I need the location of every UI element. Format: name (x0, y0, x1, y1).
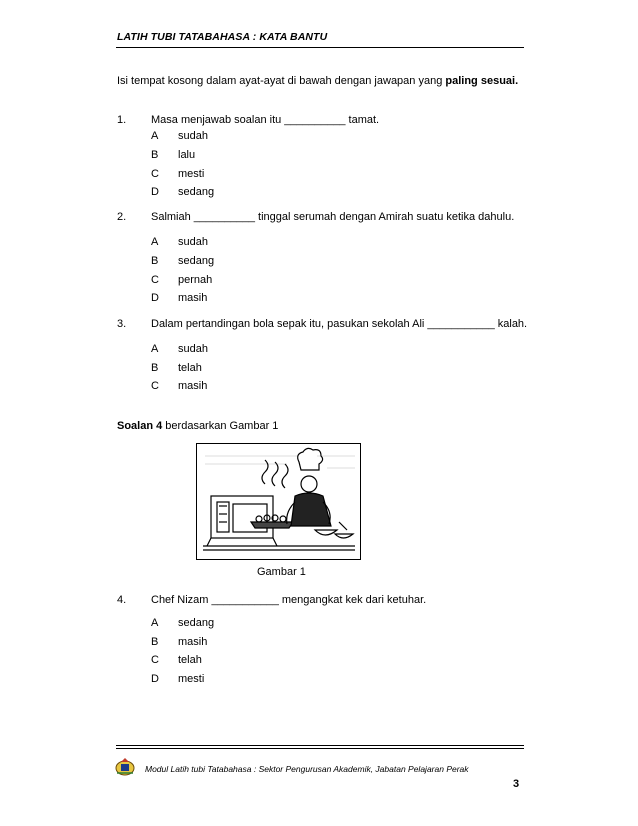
header-title: LATIH TUBI TATABAHASA : KATA BANTU (117, 31, 328, 43)
footer-text: Modul Latih tubi Tatabahasa : Sektor Pengurusan Akademik, Jabatan Pelajaran Perak (145, 764, 469, 774)
q3-option-b-letter: B (151, 362, 159, 374)
q4-option-d-text: mesti (178, 673, 205, 685)
q2-option-a-letter: A (151, 236, 159, 248)
question-4-text: Chef Nizam ___________ mengangkat kek dari ketuhar. (151, 594, 427, 606)
q1-option-c-letter: C (151, 168, 159, 180)
state-crest-logo-icon (114, 756, 136, 776)
q1-option-c-text: mesti (178, 168, 205, 180)
steam-icon (262, 460, 268, 484)
figure-chef-oven (196, 443, 361, 560)
q2-option-c-letter: C (151, 274, 159, 286)
q4-option-c-letter: C (151, 654, 159, 666)
instruction (117, 75, 518, 87)
q2-option-d-text: masih (178, 292, 208, 304)
page-number: 3 (513, 778, 520, 790)
q1-option-d-text: sedang (178, 186, 215, 198)
question-1-text: Masa menjawab soalan itu __________ tamat. (151, 114, 380, 126)
question-2-text: Salmiah __________ tinggal serumah dengan Amirah suatu ketika dahulu. (151, 211, 515, 223)
q4-option-b-text: masih (178, 636, 208, 648)
q1-option-a-letter: A (151, 130, 159, 142)
section-label-text: berdasarkan Gambar 1 (162, 420, 279, 432)
section-label-bold: Soalan 4 (117, 420, 163, 432)
chef-hat-icon (298, 448, 323, 470)
question-3-text: Dalam pertandingan bola sepak itu, pasukan sekolah Ali ___________ kalah. (151, 318, 528, 330)
q3-option-b-text: telah (178, 362, 202, 374)
instruction-bold: paling sesuai. (445, 75, 519, 87)
background-texture-icon (205, 456, 355, 468)
q1-option-b-letter: B (151, 149, 159, 161)
question-2-number: 2. (117, 211, 127, 223)
chef-head-icon (301, 476, 317, 492)
q1-option-b-text: lalu (178, 149, 196, 161)
question-1-number: 1. (117, 114, 127, 126)
q3-option-a-letter: A (151, 343, 159, 355)
q4-option-a-text: sedang (178, 617, 215, 629)
q2-option-d-letter: D (151, 292, 159, 304)
q4-option-b-letter: B (151, 636, 159, 648)
q4-option-a-letter: A (151, 617, 159, 629)
header-rule (116, 47, 524, 48)
q1-option-d-letter: D (151, 186, 159, 198)
footer-rule-double (116, 748, 524, 749)
q3-option-a-text: sudah (178, 343, 208, 355)
q4-option-d-letter: D (151, 673, 159, 685)
q3-option-c-letter: C (151, 380, 159, 392)
q4-option-c-text: telah (178, 654, 202, 666)
question-4-number: 4. (117, 594, 127, 606)
bowl-icon (315, 530, 337, 535)
question-3-number: 3. (117, 318, 127, 330)
q2-option-b-letter: B (151, 255, 159, 267)
instruction-text: Isi tempat kosong dalam ayat-ayat di bawah dengan jawapan yang (117, 75, 446, 87)
q1-option-a-text: sudah (178, 130, 208, 142)
q2-option-a-text: sudah (178, 236, 208, 248)
footer-rule (116, 745, 524, 746)
section-label (117, 420, 278, 432)
q2-option-c-text: pernah (178, 274, 213, 286)
q2-option-b-text: sedang (178, 255, 215, 267)
chef-oven-illustration (197, 444, 360, 559)
q3-option-c-text: masih (178, 380, 208, 392)
figure-caption: Gambar 1 (257, 566, 306, 578)
